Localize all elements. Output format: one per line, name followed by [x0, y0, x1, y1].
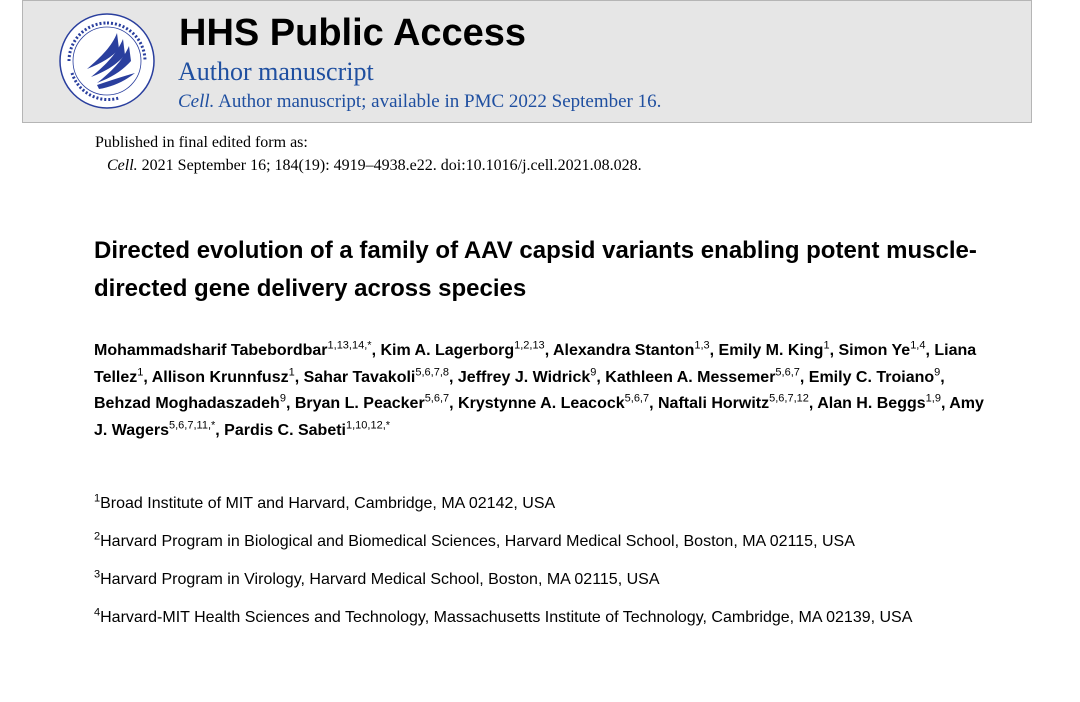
author: Emily C. Troiano$^9$ — [808, 366, 941, 386]
journal-name: Cell. — [178, 91, 215, 112]
author: Pardis C. Sabeti$^{1,10,12,*}$ — [224, 419, 391, 439]
author: Liana Tellez$^1$ — [94, 342, 977, 386]
banner-title: HHS Public Access — [179, 12, 527, 54]
availability-line — [178, 90, 661, 114]
citation-text: 2021 September 16; 184(19): 4919–4938.e22. doi:10.1016/j.cell.2021.08.028. — [137, 157, 642, 174]
affiliation: $^4$Harvard-MIT Health Sciences and Technology, Massachusetts Institute of Technology, Cambridge, MA 02139, USA — [94, 606, 913, 626]
citation-journal: Cell. — [107, 157, 138, 174]
affiliation: $^2$Harvard Program in Biological and Biomedical Sciences, Harvard Medical School, Boston, MA 02115, USA — [94, 530, 855, 550]
manuscript-type: Author manuscript — [178, 57, 374, 86]
citation-line — [107, 156, 642, 176]
affiliation: $^1$Broad Institute of MIT and Harvard, Cambridge, MA 02142, USA — [94, 492, 556, 512]
author: Amy J. Wagers$^{5,6,7,11,*}$ — [94, 395, 984, 439]
author: Alexandra Stanton$^{1,3}$ — [552, 339, 710, 359]
author: Krystynne A. Leacock$^{5,6,7}$ — [458, 392, 650, 412]
author: Bryan L. Peacker$^{5,6,7}$ — [294, 392, 450, 412]
availability-text: Author manuscript; available in PMC 2022 September 16. — [214, 91, 662, 112]
article-title: Directed evolution of a family of AAV capsid variants enabling potent muscle-directed gene delivery across species — [94, 237, 977, 302]
author: Mohammadsharif Tabebordbar$^{1,13,14,*}$ — [94, 339, 372, 359]
affiliation: $^3$Harvard Program in Virology, Harvard Medical School, Boston, MA 02115, USA — [94, 568, 660, 588]
author: Jeffrey J. Widrick$^9$ — [457, 366, 597, 386]
author: Simon Ye$^{1,4}$ — [838, 339, 926, 359]
affiliation-list — [94, 491, 994, 643]
author: Allison Krunnfusz$^1$ — [151, 366, 295, 386]
author-list: Mohammadsharif Tabebordbar$^{1,13,14,*}$, Kim A. Lagerborg$^{1,2,13}$, Alexandra Stanton$^{1,3}$, Emily M. King$^1$, Simon Ye$^{1,4}$, Liana Tellez$^1$, Allison Krunnfusz$^1$, Sahar Tavakoli$^{5,6,7,8}$, Jeffrey J. Widrick$^9$, Kathleen A. Messemer$^{5,6,7}$, Emily C. Troiano$^9$, Behzad Moghadaszadeh$^9$, Bryan L. Peacker$^{5,6,7}$, Krystynne A. Leacock$^{5,6,7}$, Naftali Horwitz$^{5,6,7,12}$, Alan H. Beggs$^{1,9}$, Amy J. Wagers$^{5,6,7,11,*}$, Pardis C. Sabeti$^{1,10,12,*}$ — [94, 339, 984, 439]
author: Behzad Moghadaszadeh$^9$ — [94, 392, 286, 412]
hhs-eagle-logo-icon — [57, 11, 157, 111]
author: Naftali Horwitz$^{5,6,7,12}$ — [658, 392, 809, 412]
author: Kathleen A. Messemer$^{5,6,7}$ — [605, 366, 800, 386]
published-label: Published in final edited form as: — [95, 134, 308, 151]
author: Sahar Tavakoli$^{5,6,7,8}$ — [303, 366, 450, 386]
author: Emily M. King$^1$ — [718, 339, 830, 359]
author: Kim A. Lagerborg$^{1,2,13}$ — [380, 339, 545, 359]
hhs-banner — [22, 0, 1032, 123]
author: Alan H. Beggs$^{1,9}$ — [817, 392, 941, 412]
